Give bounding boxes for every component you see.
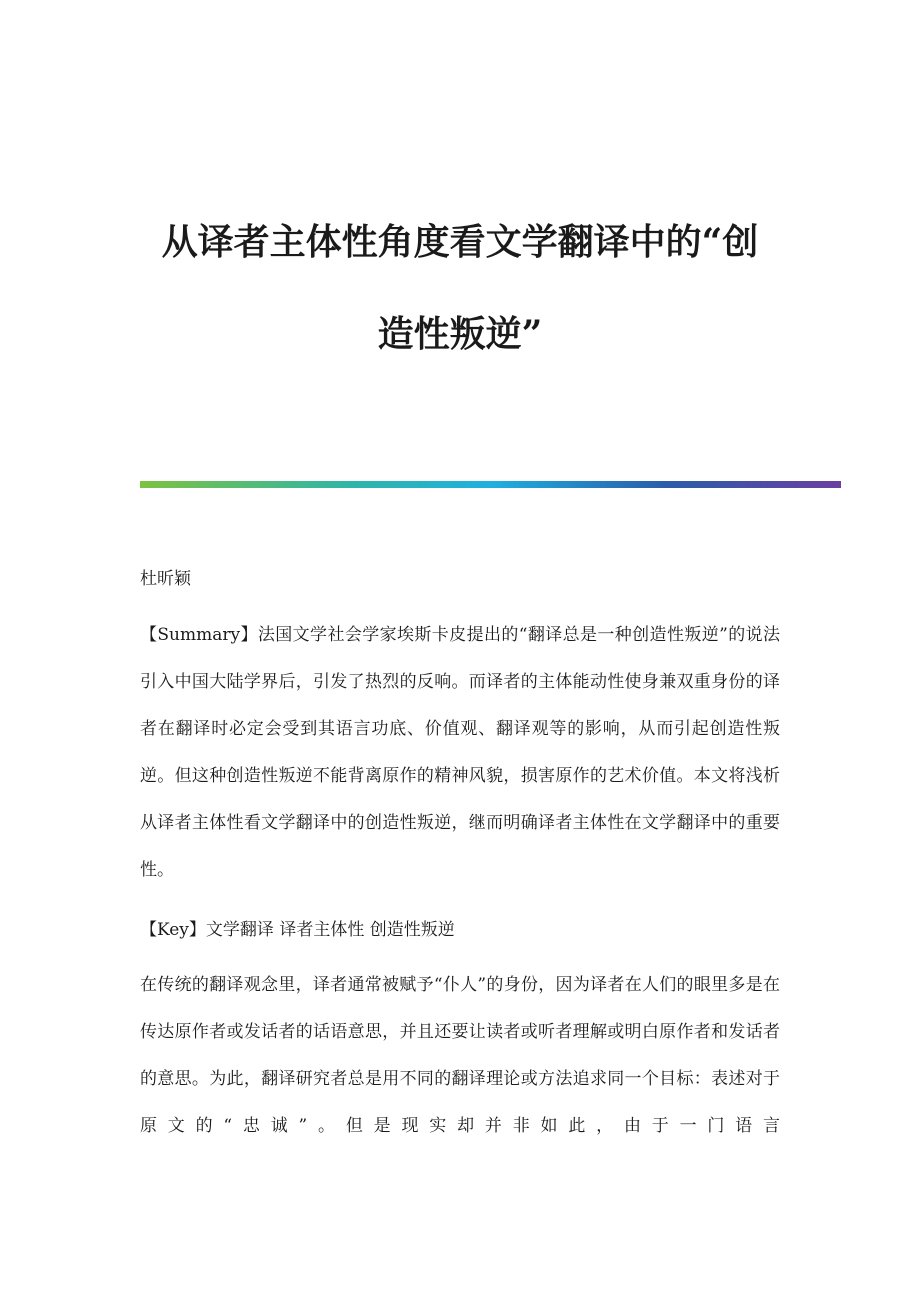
author-name: 杜昕颖 [140, 569, 191, 589]
document-title-line-2: 造性叛逆” [377, 313, 543, 355]
key-label: 【Key】 [140, 920, 206, 940]
summary-label: 【Summary】 [140, 625, 258, 645]
summary-text: 法国文学社会学家埃斯卡皮提出的“翻译总是一种创造性叛逆”的说法引入中国大陆学界后，引发了热烈的反响。而译者的主体能动性使身兼双重身份的译者在翻译时必定会受到其语言功底、价值观、翻译观等的影响，从而引起创造性叛逆。但这种创造性叛逆不能背离原作的精神风貌，损害原作的艺术价值。本文将浅析从译者主体性看文学翻译中的创造性叛逆，继而明确译者主体性在文学翻译中的重要性。 [140, 625, 780, 880]
key-text: 文学翻译 译者主体性 创造性叛逆 [205, 920, 455, 940]
title-divider-bar [140, 481, 841, 488]
body-paragraph: 在传统的翻译观念里，译者通常被赋予“仆人”的身份，因为译者在人们的眼里多是在传达原作者或发话者的话语意思，并且还要让读者或听者理解或明白原作者和发话者的意思。为此，翻译研究者总是用不同的翻译理论或方法追求同一个目标：表述对于原文的“忠诚”。但是现实却并非如此，由于一门语言 [140, 975, 780, 1136]
keywords-line [140, 907, 780, 954]
summary-paragraph [140, 612, 780, 894]
document-title-line-1: 从译者主体性角度看文学翻译中的“创 [161, 221, 759, 263]
